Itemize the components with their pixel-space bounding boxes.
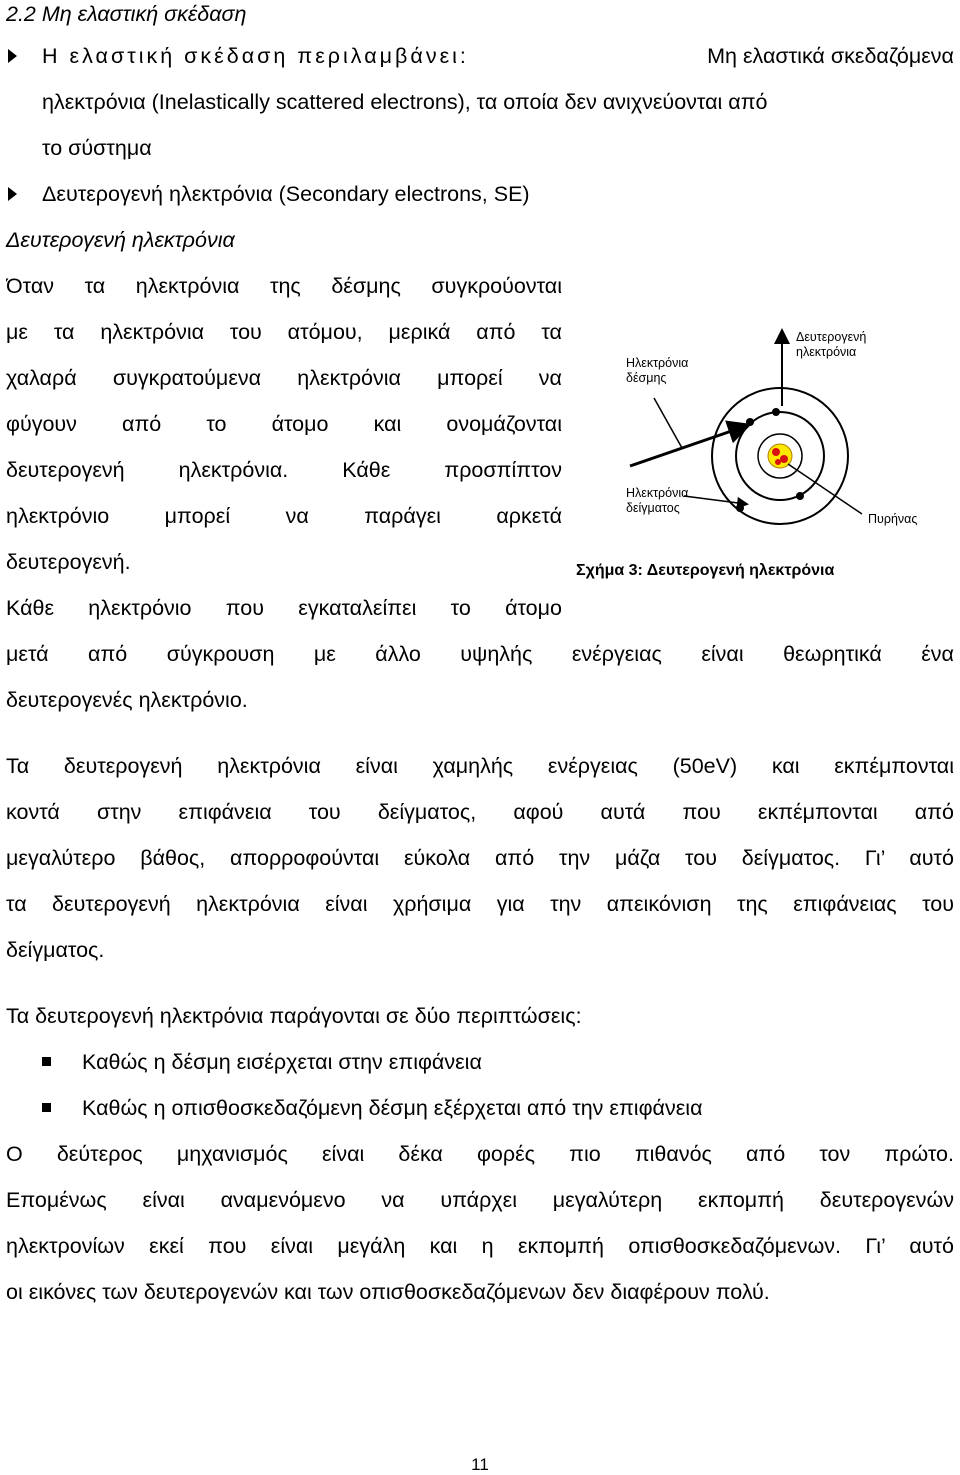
orbit-electron [746, 418, 754, 426]
continuation-line-1: μετά από σύγκρουση με άλλο υψηλής ενέργειας είναι θεωρητικά ένα [6, 642, 954, 666]
paragraph-3-intro: Τα δευτερογενή ηλεκτρόνια παράγονται σε δύο περιπτώσεις: [6, 1004, 582, 1028]
paragraph-2-line-3: μεγαλύτερο βάθος, απορροφούνται εύκολα από την μάζα του δείγματος. Γι’ αυτό [6, 846, 954, 870]
nucleus-proton [772, 448, 780, 456]
case-item-2: Καθώς η οπισθοσκεδαζόμενη δέσμη εξέρχεται από την επιφάνεια [82, 1096, 703, 1120]
figure-caption: Σχήμα 3: Δευτερογενή ηλεκτρόνια [576, 562, 835, 579]
wrapped-paragraph-line-5: δευτερογενή ηλεκτρόνια. Κάθε προσπίπτον [6, 458, 562, 482]
paragraph-2-line-1: Τα δευτερογενή ηλεκτρόνια είναι χαμηλής ενέργειας (50eV) και εκπέμπονται [6, 754, 954, 778]
bullet-2-line-1: Δευτερογενή ηλεκτρόνια (Secondary electrons, SE) [42, 182, 530, 206]
label-sample-electrons: Ηλεκτρόνια δείγματος [626, 486, 689, 515]
triangle-bullet-icon [8, 187, 17, 201]
case-item-1: Καθώς η δέσμη εισέρχεται στην επιφάνεια [82, 1050, 482, 1074]
beam-arrow [630, 426, 746, 466]
paragraph-2-line-5: δείγματος. [6, 938, 105, 962]
nucleus-proton [775, 459, 781, 465]
label-nucleus: Πυρήνας [868, 512, 918, 526]
bullet-1-lead: Η ελαστική σκέδαση περιλαμβάνει: [42, 44, 469, 68]
wrapped-paragraph-line-7: δευτερογενή. [6, 550, 131, 574]
orbit-electron [796, 492, 804, 500]
square-bullet-icon [42, 1103, 51, 1112]
wrapped-paragraph-line-1: Όταν τα ηλεκτρόνια της δέσμης συγκρούονται [6, 274, 562, 298]
paragraph-2-line-4: τα δευτερογενή ηλεκτρόνια είναι χρήσιμα για την απεικόνιση της επιφάνειας του [6, 892, 954, 916]
beam-pointer [654, 398, 682, 448]
bullet-1-line-2: ηλεκτρόνια (Inelastically scattered electrons), τα οποία δεν ανιχνεύονται από [42, 90, 768, 114]
nucleus-proton [780, 455, 788, 463]
label-secondary-electrons: Δευτερογενή ηλεκτρόνια [796, 330, 867, 359]
atom-figure [600, 318, 940, 548]
bullet-1-line-1 [42, 42, 954, 70]
bullet-1-line-3: το σύστημα [42, 136, 152, 160]
wrapped-paragraph-line-3: χαλαρά συγκρατούμενα ηλεκτρόνια μπορεί να [6, 366, 562, 390]
section-title: 2.2 Μη ελαστική σκέδαση [6, 2, 247, 26]
bullet-1-rest: Μη ελαστικά σκεδαζόμενα [707, 44, 954, 68]
label-beam-electrons: Ηλεκτρόνια δέσμης [626, 356, 689, 385]
paragraph-2-line-2: κοντά στην επιφάνεια του δείγματος, αφού αυτά που εκπέμπονται από [6, 800, 954, 824]
paragraph-4-line-4: οι εικόνες των δευτερογενών και των οπισθοσκεδαζόμενων δεν διαφέρουν πολύ. [6, 1280, 770, 1304]
wrapped-paragraph-line-2: με τα ηλεκτρόνια του ατόμου, μερικά από τα [6, 320, 562, 344]
subheading: Δευτερογενή ηλεκτρόνια [6, 228, 235, 252]
continuation-line-2: δευτερογενές ηλεκτρόνιο. [6, 688, 248, 712]
paragraph-4-line-2: Επομένως είναι αναμενόμενο να υπάρχει μεγαλύτερη εκπομπή δευτερογενών [6, 1188, 954, 1212]
sample-arrow [684, 496, 746, 504]
triangle-bullet-icon [8, 49, 17, 63]
orbit-electron [772, 408, 780, 416]
page-number: 11 [471, 1455, 489, 1474]
paragraph-4-line-3: ηλεκτρονίων εκεί που είναι μεγάλη και η εκπομπή οπισθοσκεδαζόμενων. Γι’ αυτό [6, 1234, 954, 1258]
square-bullet-icon [42, 1057, 51, 1066]
orbit-electron [736, 504, 744, 512]
paragraph-4-line-1: Ο δεύτερος μηχανισμός είναι δέκα φορές πιο πιθανός από τον πρώτο. [6, 1142, 954, 1166]
wrapped-paragraph-line-4: φύγουν από το άτομο και ονομάζονται [6, 412, 562, 436]
wrapped-paragraph-line-6: ηλεκτρόνιο μπορεί να παράγει αρκετά [6, 504, 562, 528]
wrapped-paragraph-line-8: Κάθε ηλεκτρόνιο που εγκαταλείπει το άτομο [6, 596, 562, 620]
